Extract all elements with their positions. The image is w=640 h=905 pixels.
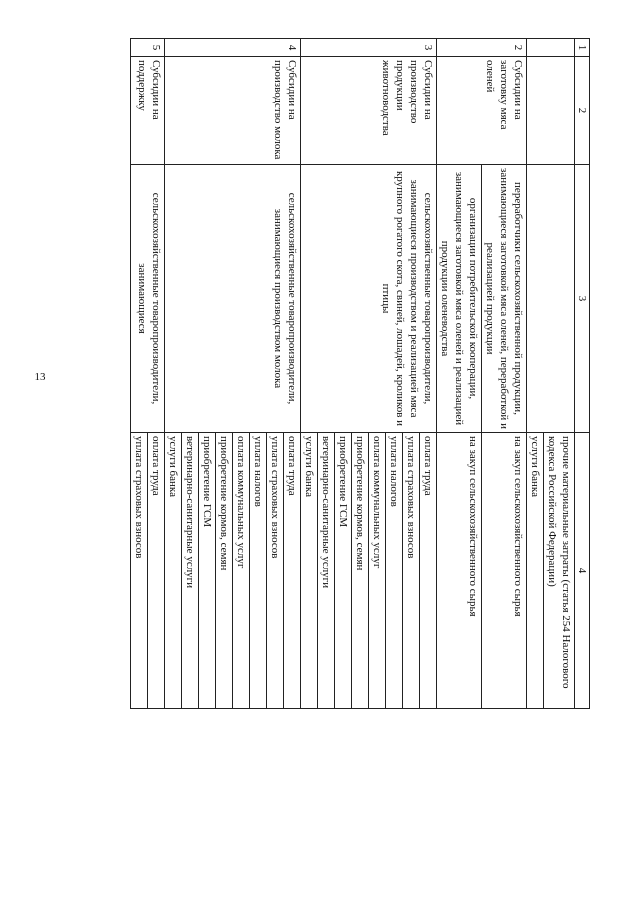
expense-item: уплата налогов [250, 433, 267, 709]
expense-item: приобретение ГСМ [335, 433, 352, 709]
expense-item: услуги банка [527, 433, 544, 709]
header-col-3: 3 [575, 165, 590, 433]
expense-item: приобретение ГСМ [199, 433, 216, 709]
expense-item: ветеринарно-санитарные услуги [318, 433, 335, 709]
expense-item: оплата коммунальных услуг [233, 433, 250, 709]
rotated-table-container [90, 38, 590, 708]
expense-item: услуги банка [165, 433, 182, 709]
header-col-1: 1 [575, 39, 590, 57]
expense-item: оплата труда [148, 433, 165, 709]
row-number: 3 [301, 39, 437, 57]
subsidy-name: Субсидии на производство продукции животноводства [301, 57, 437, 165]
recipient-description: переработчики сельскохозяйственной продукции, занимающиеся заготовкой мяса оленей, переработкой и реализацией продукции [482, 165, 527, 433]
expense-item: услуги банка [301, 433, 318, 709]
expense-item: оплата труда [284, 433, 301, 709]
subsidy-name: Субсидии на производство молока [165, 57, 301, 165]
subsidy-table [130, 38, 590, 709]
recipient-description [527, 165, 575, 433]
subsidy-name: Субсидии на поддержку [131, 57, 165, 165]
table-row [420, 39, 437, 709]
header-row [575, 39, 590, 709]
expense-item: приобретение кормов, семян [216, 433, 233, 709]
table-row [284, 39, 301, 709]
row-number: 2 [437, 39, 527, 57]
recipient-description: сельскохозяйственные товаропроизводители, занимающиеся производством и реализацией мяса крупного рогатого скота, свиней, лошадей, кроликов и птицы [301, 165, 437, 433]
page-number: 13 [34, 371, 46, 383]
recipient-description: сельскохозяйственные товаропроизводители, занимающиеся [131, 165, 165, 433]
expense-item: оплата коммунальных услуг [369, 433, 386, 709]
table-body [131, 39, 575, 709]
expense-item: уплата налогов [386, 433, 403, 709]
row-number: 5 [131, 39, 165, 57]
recipient-description: сельскохозяйственные товаропроизводители, занимающиеся производством молока [165, 165, 301, 433]
expense-item: прочие материальные затраты (статья 254 Налогового кодекса Российской Федерации) [544, 433, 575, 709]
expense-item: ветеринарно-санитарные услуги [182, 433, 199, 709]
expense-item: на закуп сельскохозяйственного сырья [437, 433, 482, 709]
header-col-2: 2 [575, 57, 590, 165]
header-col-4: 4 [575, 433, 590, 709]
row-number [527, 39, 575, 57]
table-row [148, 39, 165, 709]
row-number: 4 [165, 39, 301, 57]
recipient-description: организации потребительской кооперации, занимающиеся заготовкой мяса оленей и реализацией продукции оленеводства [437, 165, 482, 433]
expense-item: приобретение кормов, семян [352, 433, 369, 709]
subsidy-name: Субсидии на заготовку мяса оленей [437, 57, 527, 165]
expense-item: оплата труда [420, 433, 437, 709]
expense-item: уплата страховых взносов [267, 433, 284, 709]
expense-item: на закуп сельскохозяйственного сырья [482, 433, 527, 709]
table-row [544, 39, 575, 709]
table-row [482, 39, 527, 709]
expense-item: уплата страховых взносов [403, 433, 420, 709]
subsidy-name [527, 57, 575, 165]
expense-item: уплата страховых взносов [131, 433, 148, 709]
